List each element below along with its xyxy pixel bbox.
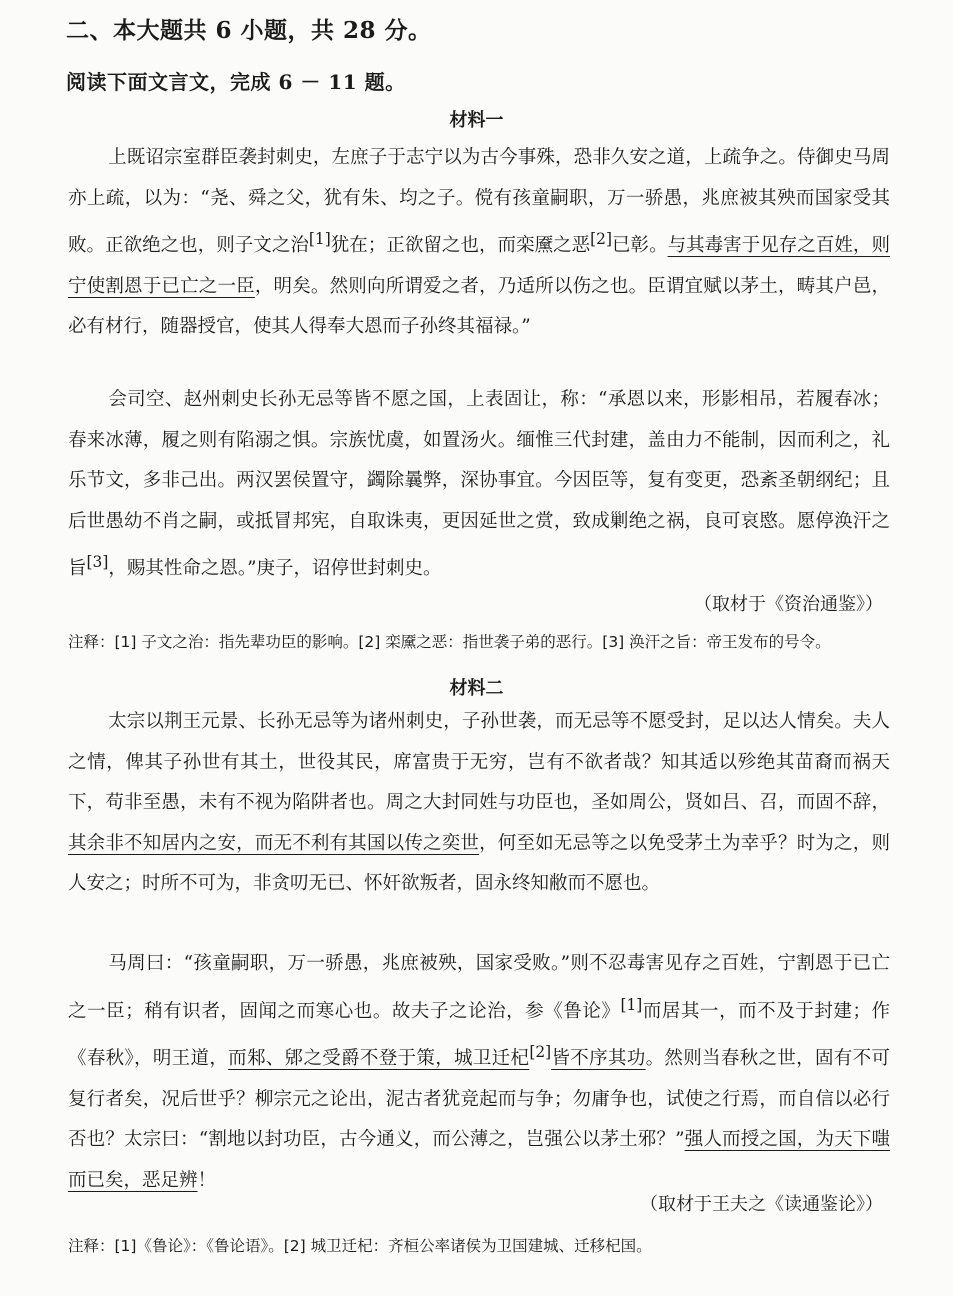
underlined-sentence: 而邾、郳之受爵不登于策，城卫迁杞 <box>228 1048 530 1070</box>
material1-source: （取材于《资治通鉴》） <box>694 594 883 615</box>
m2p1-text-b: ，何至如无忌等之以免受茅土为幸乎？时为之，则人安之；时所不可为，非贪叨无已、怀奸欲叛者，固永终知敝而不愿也。 <box>68 832 890 894</box>
footnote-marker: [2] <box>590 230 612 248</box>
material1-title: 材料一 <box>449 110 504 131</box>
m1p1-text-c: 已彰。 <box>612 235 668 257</box>
footnote-marker: [1] <box>308 230 331 248</box>
reading-instruction: 阅读下面文言文，完成 6 － 11 题。 <box>66 70 406 94</box>
m1p1-text-a: 上既诏宗室群臣袭封刺史，左庶子于志宁以为古今事殊，恐非久安之道，上疏争之。侍御史马周亦上疏，以为：“尧、舜之父，犹有朱、均之子。傥有孩童嗣职，万一骄愚，兆庶被其殃而国家受其败。正欲绝之也，则子文之治 <box>68 147 890 257</box>
m2p2-text-a: 马周曰：“孩童嗣职，万一骄愚，兆庶被殃，国家受败。”则不忍毒害见存之百姓，宁割恩于已亡之一臣；稍有识者，固闻之而寒心也。故夫子之论治，参《鲁论》 <box>68 953 890 1022</box>
footnote-marker: [3] <box>86 553 109 571</box>
m1p1-text-d: ，明矣。然则向所谓爱之者，乃适所以伤之也。臣谓宜赋以茅土，畴其户邑，必有材行，随器授官，使其人得奉大恩而子孙终其福禄。” <box>68 275 890 338</box>
underlined-sentence: 皆不序其功 <box>551 1048 646 1070</box>
material1-notes: 注释：[1] 子文之治：指先辈功臣的影响。[2] 栾黡之恶：指世袭子弟的恶行。[3] 涣汗之旨：帝王发布的号令。 <box>68 633 831 651</box>
footnote-marker: [1] <box>620 995 643 1014</box>
m2p1-text-a: 太宗以荆王元景、长孙无忌等为诸州刺史，子孙世袭，而无忌等不愿受封，足以达人情矣。夫人之情，俾其子孙世有其土，世役其民，席富贵于无穷，岂有不欲者哉？知其适以殄绝其苗裔而祸天下，苟非至愚，未有不视为陷阱者也。周之大封同姓与功臣也，圣如周公，贤如吕、召，而固不辞， <box>68 711 890 813</box>
underlined-sentence: 强人而授之国，为天下嗤而已矣，恶足辨 <box>68 1129 890 1191</box>
m1p1-text-b: 犹在；正欲留之也，而栾黡之恶 <box>330 235 591 257</box>
m1p2-text-b: ，赐其性命之恩。”庚子，诏停世封刺史。 <box>108 558 442 580</box>
material2-paragraph-1 <box>68 702 890 905</box>
material1-paragraph-2 <box>68 380 890 590</box>
material2-source: （取材于王夫之《读通鉴论》） <box>640 1194 883 1215</box>
material2-title: 材料二 <box>449 678 504 699</box>
material2-notes: 注释：[1]《鲁论》：《鲁论语》。[2] 城卫迁杞：齐桓公率诸侯为卫国建城、迁移杞国。 <box>68 1237 652 1255</box>
m2p2-text-b: 而居其一，而不及于封建；作《春秋》，明王道， <box>68 1000 890 1070</box>
m2p2-text-d: ！ <box>197 1169 217 1191</box>
underlined-sentence: 其余非不知居内之安，而无不利有其国以传之奕世 <box>68 832 480 854</box>
section-heading: 二、本大题共 6 小题，共 28 分。 <box>66 17 432 44</box>
footnote-marker: [2] <box>529 1043 552 1062</box>
material1-paragraph-1 <box>68 138 890 348</box>
m1p2-text-a: 会司空、赵州刺史长孙无忌等皆不愿之国，上表固让，称：“承恩以来，形影相吊，若履春冰；春来冰薄，履之则有陷溺之惧。宗族忧虞，如置汤火。缅惟三代封建，盖由力不能制，因而利之，礼乐节文，多非己出。两汉罢侯置守，蠲除曩弊，深协事宜。今因臣等，复有变更，恐紊圣朝纲纪；且后世愚幼不肖之嗣，或抵冒邦宪，自取诛夷，更因延世之赏，致成剿绝之祸，良可哀愍。愿停涣汗之旨 <box>68 389 890 580</box>
underlined-sentence: 与其毒害于见存之百姓，则宁使割恩于已亡之一臣 <box>68 235 890 297</box>
material2-paragraph-2 <box>68 944 890 1201</box>
m2p2-text-c: 。然则当春秋之世，固有不可复行者矣，况后世乎？柳宗元之论出，泥古者犹竞起而与争；勿庸争也，试使之行焉，而自信以必行否也？太宗曰：“割地以封功臣，古今通义，而公薄之，岂强公以茅土邪？” <box>68 1048 890 1151</box>
